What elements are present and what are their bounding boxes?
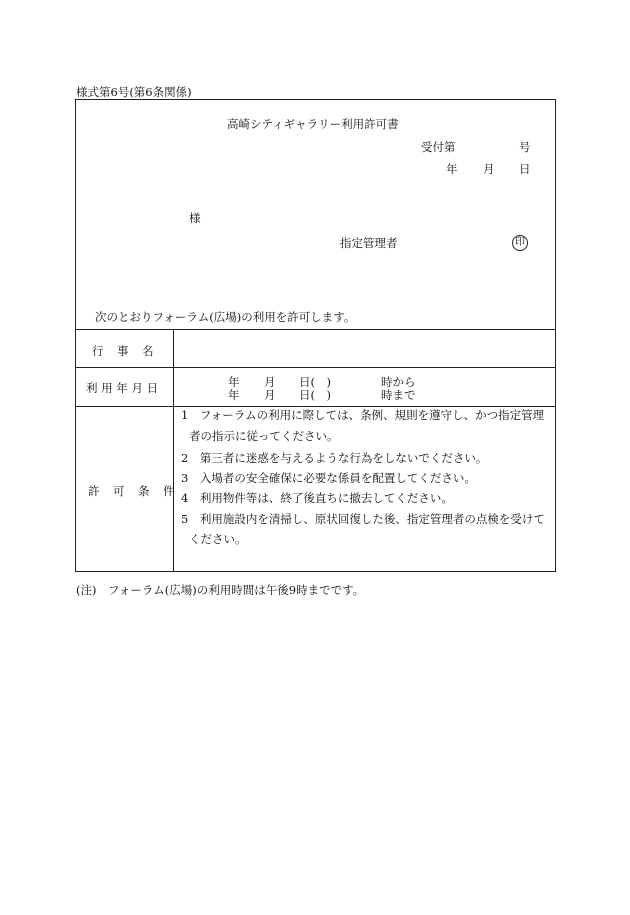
condition-line: 1 フォーラムの利用に際しては、条例、規則を遵守し、かつ指定管理: [181, 408, 545, 422]
condition-line: 3 入場者の安全確保に必要な係員を配置してください。: [181, 471, 476, 485]
event-name-label: 行 事 名: [92, 344, 155, 358]
intro-text: 次のとおりフォーラム(広場)の利用を許可します。: [95, 310, 356, 324]
end-month: 月: [264, 388, 276, 402]
addressee-honorific: 様: [189, 211, 201, 225]
seal-mark: 印: [512, 235, 528, 251]
usage-date-label: 利 用 年 月 日: [86, 381, 159, 395]
condition-line: ください。: [189, 532, 247, 546]
column-divider: [173, 329, 174, 571]
footnote: (注) フォーラム(広場)の利用時間は午後9時までです。: [76, 583, 365, 597]
condition-line: 5 利用施設内を清掃し、原状回復した後、指定管理者の点検を受けて: [181, 512, 545, 526]
start-month: 月: [264, 375, 276, 389]
form-title: 高崎シティギャラリー利用許可書: [227, 117, 399, 131]
start-year: 年: [228, 375, 240, 389]
form-number: 様式第6号(第6条関係): [76, 85, 192, 99]
end-day: 日( ): [299, 388, 331, 402]
condition-line: 者の指示に従ってください。: [189, 429, 339, 443]
receipt-suffix: 号: [519, 140, 531, 154]
start-day: 日( ): [299, 375, 331, 389]
condition-line: 4 利用物件等は、終了後直ちに撤去してください。: [181, 491, 453, 505]
row-divider: [76, 367, 555, 368]
row-divider: [76, 329, 555, 330]
permit-form: [75, 99, 556, 572]
start-time: 時から: [381, 375, 416, 389]
date-month: 月: [483, 162, 495, 176]
receipt-prefix: 受付第: [421, 140, 456, 154]
conditions-label: 許 可 条 件: [88, 484, 176, 498]
manager-label: 指定管理者: [340, 236, 398, 250]
end-year: 年: [228, 388, 240, 402]
date-day: 日: [519, 162, 531, 176]
end-time: 時まで: [381, 388, 416, 402]
condition-line: 2 第三者に迷惑を与えるような行為をしないでください。: [181, 451, 488, 465]
date-year: 年: [446, 162, 458, 176]
